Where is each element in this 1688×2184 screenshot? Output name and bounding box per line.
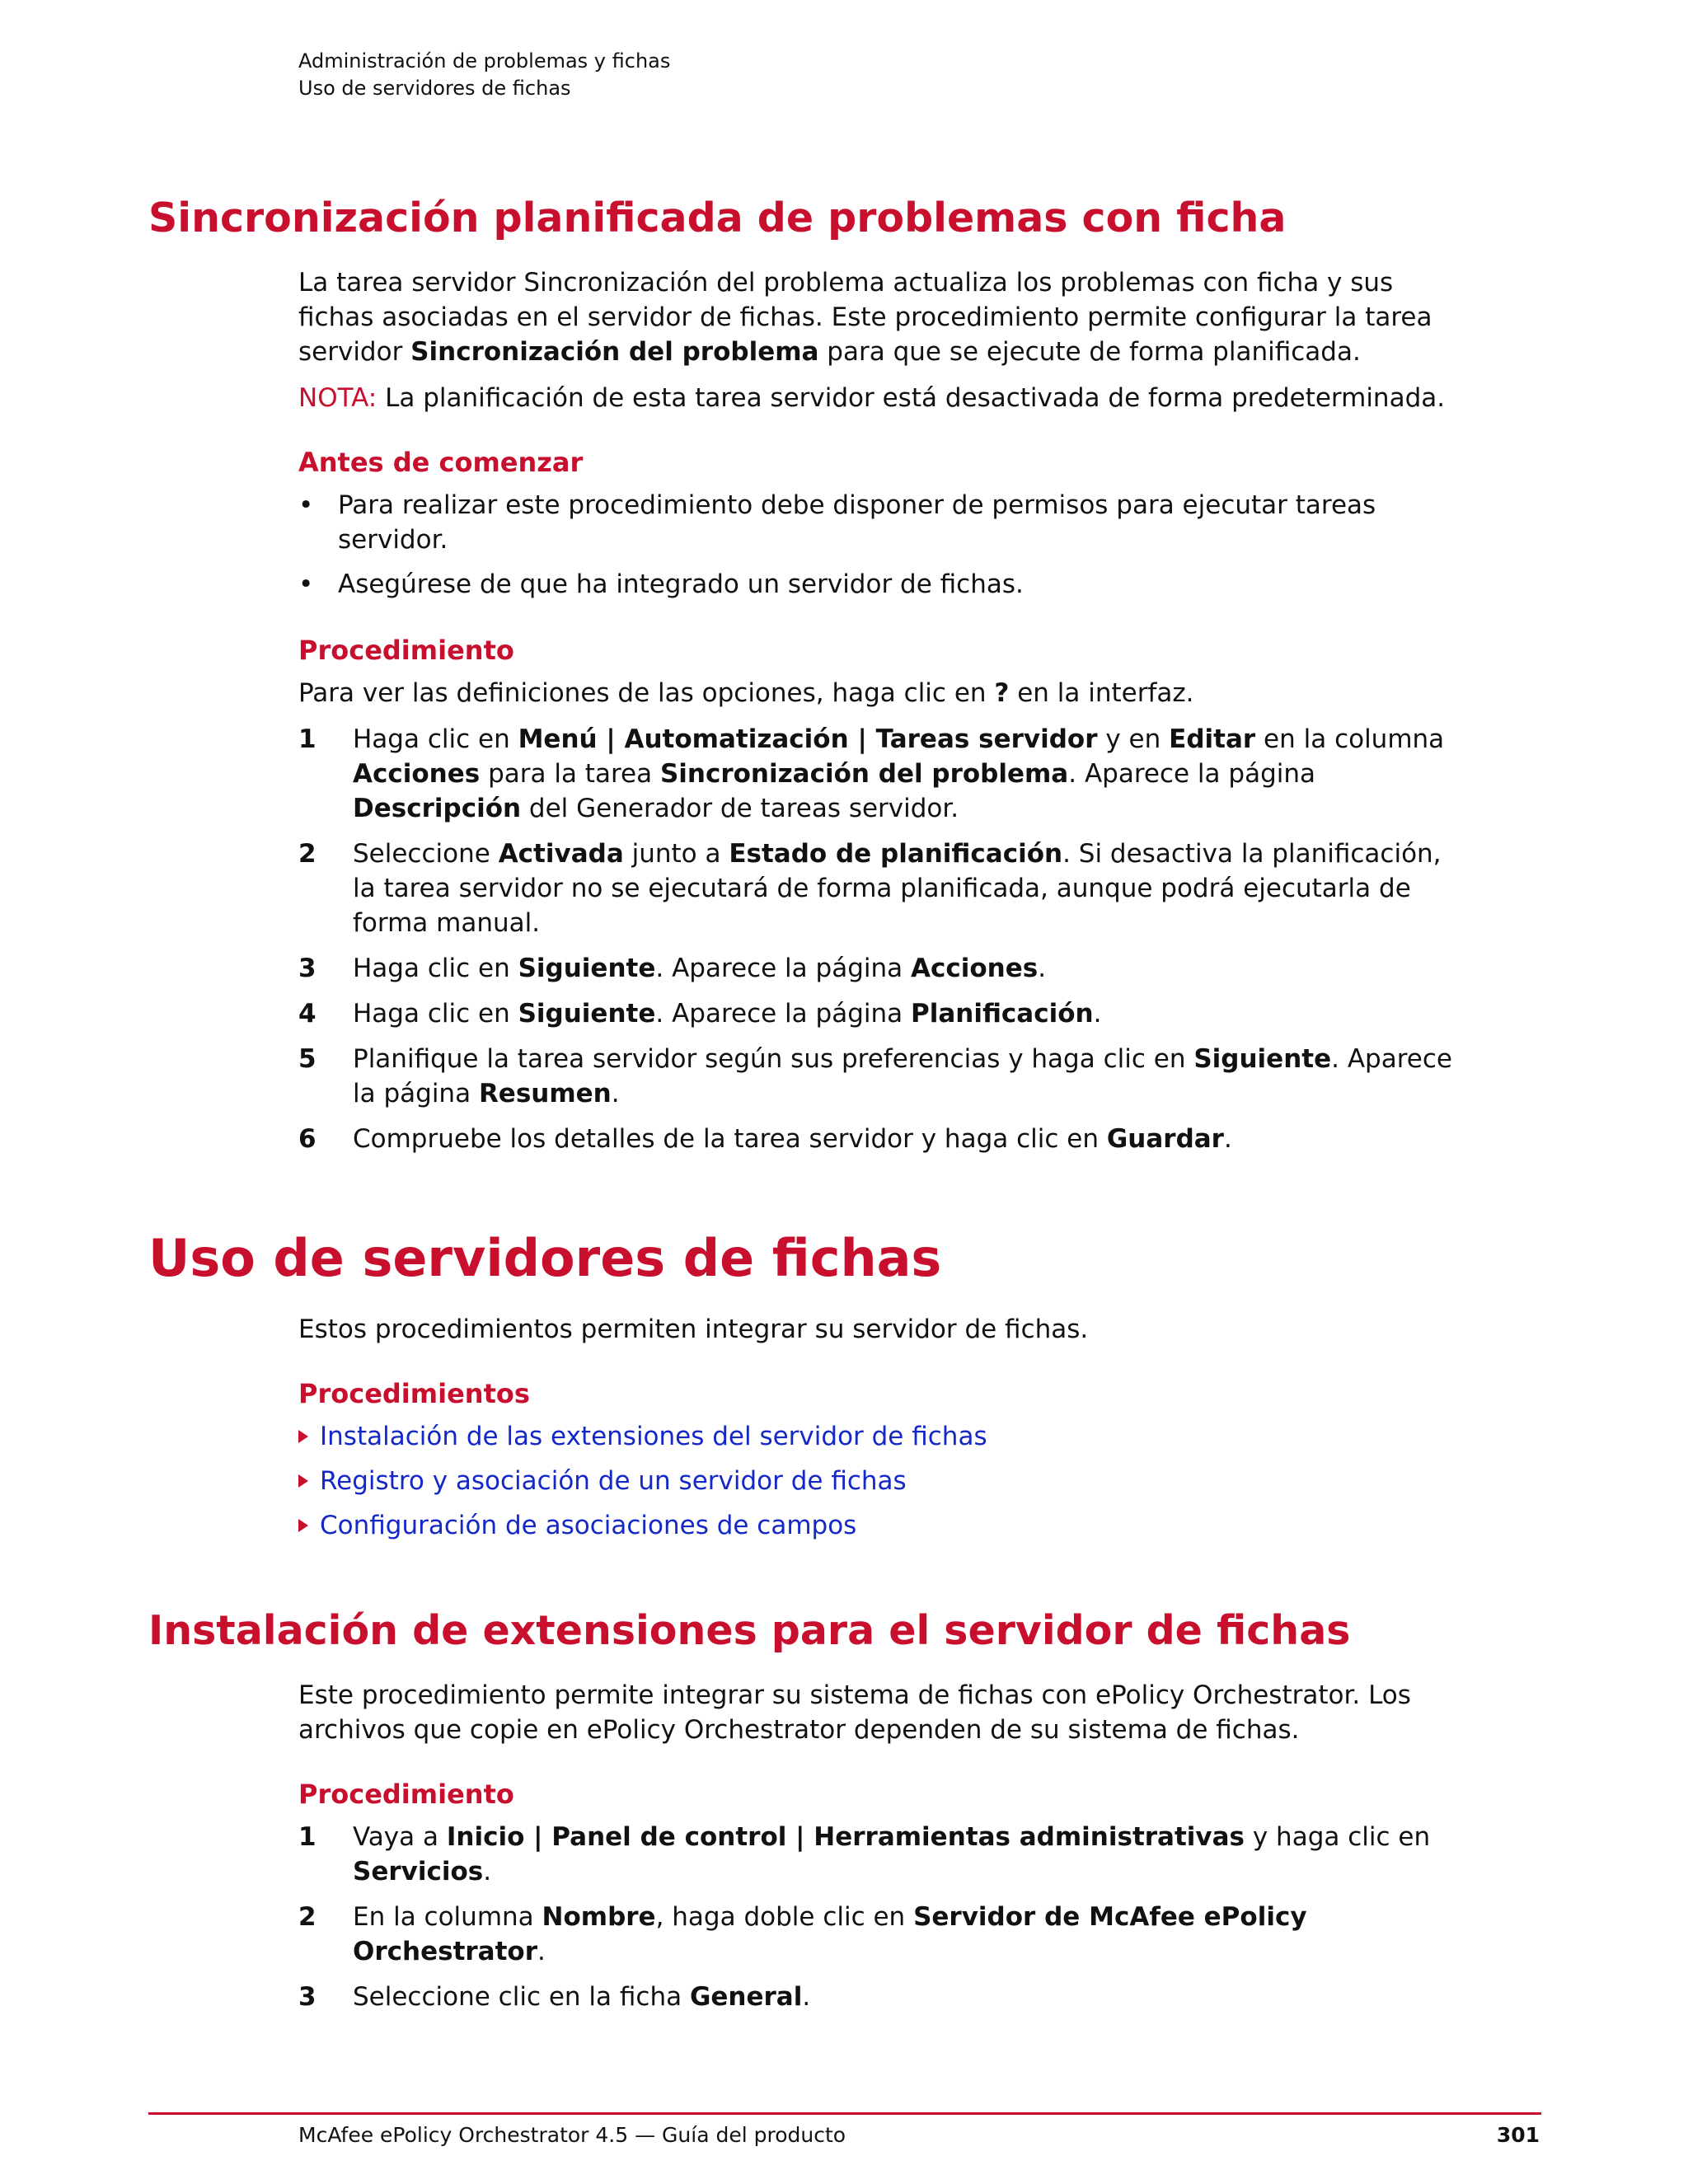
footer-title: McAfee ePolicy Orchestrator 4.5 — Guía del producto: [298, 2123, 846, 2147]
section3-intro: Este procedimiento permite integrar su sistema de fichas con ePolicy Orchestrator. Los archivos que copie en ePolicy Orchestrator dependen de su sistema de fichas.: [298, 1680, 1411, 1745]
step-item: [298, 1820, 1452, 1889]
list-item: • Para realizar este procedimiento debe disponer de permisos para ejecutar tareas servidor.: [298, 488, 1452, 557]
step-item: [298, 1042, 1452, 1111]
note-label: NOTA:: [298, 383, 377, 413]
step-text: Haga clic en Siguiente. Aparece la página Planificación.: [353, 999, 1102, 1029]
step-item: [298, 1900, 1452, 1969]
procedure-steps: [298, 722, 1452, 1156]
step-item: [298, 722, 1452, 826]
step-number: 3: [298, 1982, 316, 2012]
header-section: Uso de servidores de fichas: [298, 77, 571, 100]
step-text: En la columna Nombre, haga doble clic en Servidor de McAfee ePolicy Orchestrator.: [353, 1902, 1307, 1966]
procedure-heading: Procedimiento: [298, 635, 514, 666]
step-number: 6: [298, 1124, 316, 1154]
before-heading: Antes de comenzar: [298, 447, 584, 478]
step-number: 1: [298, 1822, 316, 1852]
list-item: • Asegúrese de que ha integrado un servidor de fichas.: [298, 567, 1452, 602]
step-number: 3: [298, 954, 316, 983]
section2-intro: Estos procedimientos permiten integrar su servidor de fichas.: [298, 1315, 1089, 1344]
step-number: 1: [298, 724, 316, 754]
section3-content: [298, 1678, 1452, 2025]
procedure-steps-2: [298, 1820, 1452, 2014]
procedure-heading-2: Procedimiento: [298, 1779, 514, 1810]
procedure-intro: Para ver las definiciones de las opciones, haga clic en ? en la interfaz.: [298, 678, 1194, 708]
step-item: [298, 951, 1452, 986]
triangle-right-icon: [298, 1474, 308, 1488]
step-text: Seleccione Activada junto a Estado de planificación. Si desactiva la planificación, la tarea servidor no se ejecutará de forma planificada, aunque podrá ejecutarla de forma manual.: [353, 839, 1442, 938]
step-item: [298, 837, 1452, 940]
step-text: Planifique la tarea servidor según sus preferencias y haga clic en Siguiente. Aparece la página Resumen.: [353, 1044, 1452, 1108]
step-text: Compruebe los detalles de la tarea servidor y haga clic en Guardar.: [353, 1124, 1232, 1154]
prereq-list: [298, 488, 1452, 602]
link-instalacion-extensiones[interactable]: Instalación de las extensiones del servidor de fichas: [298, 1419, 1452, 1454]
section-title-uso-servidores: Uso de servidores de fichas: [148, 1228, 942, 1288]
step-item: [298, 1122, 1452, 1156]
step-item: [298, 1980, 1452, 2014]
note: [298, 381, 1452, 415]
section2-content: [298, 1312, 1452, 1553]
step-text: Vaya a Inicio | Panel de control | Herramientas administrativas y haga clic en Servicios.: [353, 1822, 1431, 1886]
section1-content: [298, 265, 1452, 1167]
section-title-sincronizacion: Sincronización planificada de problemas con ficha: [148, 194, 1287, 241]
header-chapter: Administración de problemas y fichas: [298, 49, 671, 73]
section1-intro: La tarea servidor Sincronización del problema actualiza los problemas con ficha y sus fichas asociadas en el servidor de fichas. Este procedimiento permite configurar la tarea servidor Sincronización del problema para que se ejecute de forma planificada.: [298, 268, 1432, 367]
step-text: Haga clic en Siguiente. Aparece la página Acciones.: [353, 954, 1047, 983]
step-number: 2: [298, 1902, 316, 1932]
step-text: Haga clic en Menú | Automatización | Tareas servidor y en Editar en la columna Acciones para la tarea Sincronización del problema. Aparece la página Descripción del Generador de tareas servidor.: [353, 724, 1445, 823]
procedures-heading: Procedimientos: [298, 1378, 530, 1409]
triangle-right-icon: [298, 1430, 308, 1443]
step-number: 5: [298, 1044, 316, 1074]
note-text: La planificación de esta tarea servidor está desactivada de forma predeterminada.: [377, 383, 1446, 413]
link-configuracion-asociaciones[interactable]: Configuración de asociaciones de campos: [298, 1508, 1452, 1543]
step-number: 4: [298, 999, 316, 1029]
step-number: 2: [298, 839, 316, 869]
page-number: 301: [1496, 2123, 1540, 2147]
triangle-right-icon: [298, 1519, 308, 1532]
procedure-links: [298, 1419, 1452, 1543]
link-registro-asociacion[interactable]: Registro y asociación de un servidor de fichas: [298, 1464, 1452, 1498]
footer-rule: [148, 2112, 1541, 2115]
step-item: [298, 996, 1452, 1031]
section-title-instalacion: Instalación de extensiones para el servidor de fichas: [148, 1607, 1351, 1654]
running-header: [298, 48, 670, 102]
step-text: Seleccione clic en la ficha General.: [353, 1982, 811, 2012]
